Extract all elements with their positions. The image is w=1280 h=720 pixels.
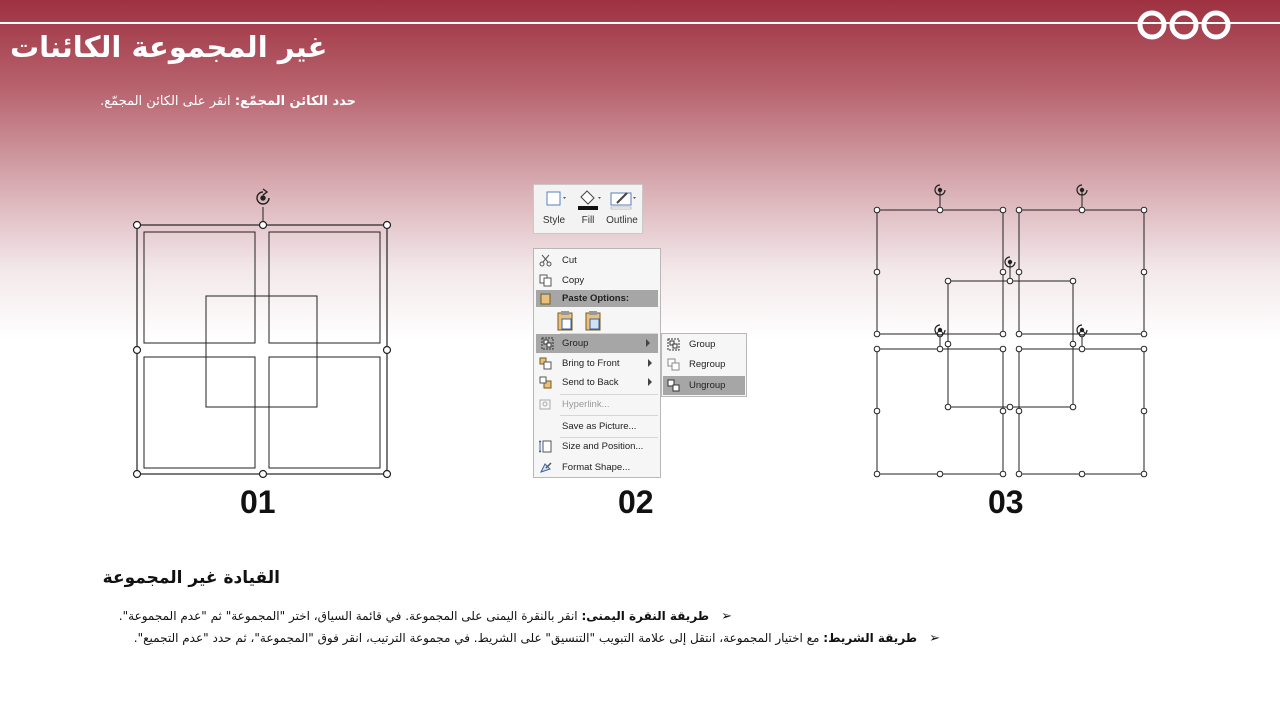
figure-grouped-object[interactable]	[128, 185, 398, 485]
fill-bucket-icon	[571, 187, 605, 211]
mini-toolbar	[533, 184, 643, 234]
paste-picture-icon	[586, 311, 600, 330]
menu-item-label: Size and Position...	[562, 441, 644, 452]
group-icon	[667, 338, 680, 351]
submenu-item-label: Regroup	[689, 359, 726, 370]
arrow-bullet-icon: ➢	[721, 609, 732, 624]
group-submenu	[661, 333, 747, 397]
submenu-item-ungroup[interactable]	[663, 376, 745, 395]
menu-item-send-to-back[interactable]	[534, 373, 660, 392]
logo-circles-icon	[1136, 10, 1232, 40]
bullet-bold: طريقة الشريط:	[823, 631, 918, 645]
fill-button[interactable]	[571, 187, 605, 231]
scissors-icon	[539, 254, 552, 267]
group-icon	[541, 337, 554, 350]
slide-subtitle	[100, 94, 356, 109]
submenu-arrow-icon	[648, 359, 652, 367]
format-shape-icon	[539, 461, 552, 474]
ungroup-icon	[667, 379, 680, 392]
send-to-back-icon	[539, 376, 552, 389]
menu-item-cut[interactable]	[534, 251, 660, 270]
hyperlink-icon	[539, 398, 552, 411]
submenu-arrow-icon	[646, 339, 650, 347]
menu-item-bring-to-front[interactable]	[534, 354, 660, 373]
subtitle-bold: حدد الكائن المجمّع:	[234, 94, 356, 109]
bring-to-front-icon	[539, 357, 552, 370]
outline-pen-icon	[605, 187, 639, 211]
menu-item-save-as-picture[interactable]	[534, 417, 660, 436]
rotate-handle-icon	[257, 189, 269, 204]
paste-keep-format-icon	[558, 311, 572, 330]
style-button[interactable]	[537, 187, 571, 231]
paste-buttons[interactable]	[556, 310, 606, 332]
paste-options-header	[536, 290, 658, 307]
figure-label-02: 02	[618, 484, 654, 520]
menu-item-hyperlink[interactable]	[534, 395, 660, 414]
context-menu	[533, 248, 661, 478]
figure-ungrouped-objects[interactable]	[868, 180, 1153, 482]
header-divider-line	[0, 22, 1280, 24]
submenu-arrow-icon	[648, 378, 652, 386]
menu-item-size-and-position[interactable]	[534, 437, 660, 456]
figure-label-01: 01	[240, 484, 276, 520]
menu-item-copy[interactable]	[534, 271, 660, 290]
menu-item-label: Group	[562, 338, 589, 349]
bullet-text: مع اختيار المجموعة، انتقل إلى علامة التبويب "التنسيق" على الشريط. في مجموعة الترتيب، انقر فوق "المجموعة"، ثم حدد "عدم التجميع".	[133, 631, 824, 645]
clipboard-icon	[539, 292, 552, 305]
fill-label: Fill	[581, 215, 595, 226]
menu-item-format-shape[interactable]	[534, 458, 660, 477]
outline-label: Outline	[606, 215, 638, 226]
bullet-right-click-method	[110, 609, 732, 624]
style-label: Style	[542, 215, 566, 226]
menu-item-group[interactable]	[536, 334, 658, 353]
size-position-icon	[539, 440, 552, 453]
menu-item-label: Cut	[562, 255, 577, 266]
slide-title: غير المجموعة الكائنات	[10, 30, 328, 64]
regroup-icon	[667, 358, 680, 371]
rotate-handle-icon	[935, 185, 1087, 335]
copy-icon	[539, 274, 552, 287]
paste-options-label: Paste Options:	[562, 293, 630, 304]
style-icon	[537, 187, 571, 211]
menu-item-label: Copy	[562, 275, 585, 286]
bullet-ribbon-method	[110, 631, 940, 646]
bullet-bold: طريقة النقرة اليمنى:	[581, 609, 710, 623]
subtitle-text: انقر على الكائن المجمّع.	[100, 94, 235, 109]
outline-button[interactable]	[605, 187, 639, 231]
bullet-text: انقر بالنقرة اليمنى على المجموعة. في قائمة السياق، اختر "المجموعة" ثم "عدم المجموعة".	[118, 609, 582, 623]
section-heading: القيادة غير المجموعة	[102, 568, 280, 588]
menu-item-label: Save as Picture...	[562, 421, 637, 432]
menu-item-label: Bring to Front	[562, 358, 620, 369]
menu-item-label: Format Shape...	[562, 462, 631, 473]
figure-label-03: 03	[988, 484, 1024, 520]
menu-item-label: Hyperlink...	[562, 399, 610, 410]
submenu-item-regroup[interactable]	[663, 355, 745, 374]
submenu-item-group[interactable]	[663, 335, 745, 354]
submenu-item-label: Group	[689, 339, 716, 350]
menu-item-label: Send to Back	[562, 377, 619, 388]
submenu-item-label: Ungroup	[689, 380, 726, 391]
menu-separator	[560, 415, 658, 416]
arrow-bullet-icon: ➢	[929, 631, 940, 646]
